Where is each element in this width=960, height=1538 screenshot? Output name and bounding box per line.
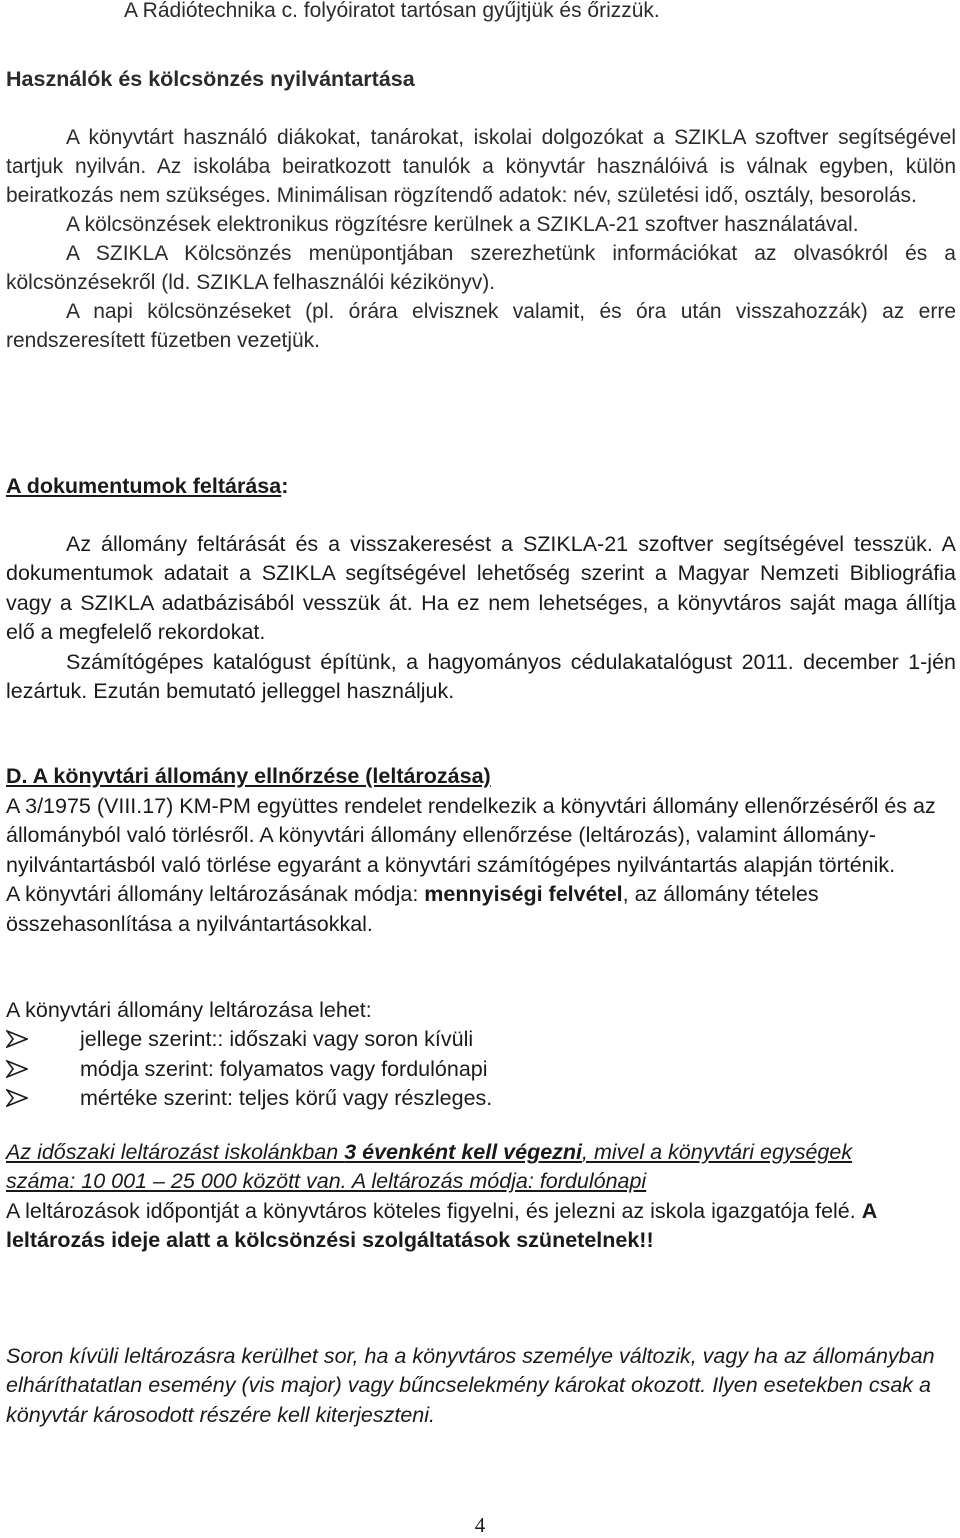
section3-heading: D. A könyvtári állomány ellnőrzése (leltározása) xyxy=(6,764,491,788)
inventory-types xyxy=(6,996,956,1114)
section3-paragraph-2-emphasis: mennyiségi felvétel xyxy=(424,882,623,907)
section3-paragraph-4: Soron kívüli leltározásra kerülhet sor, ha a könyvtáros személye változik, vagy ha az állományban elháríthatatlan esemény (vis major) vagy bűncselekmény károkat okozott. Ilyen esetekben csak a könyvtár károsodott részére kell kiterjeszteni. xyxy=(6,1344,935,1427)
list-item-text: módja szerint: folyamatos vagy fordulónapi xyxy=(80,1056,488,1081)
section2-heading-colon: : xyxy=(281,474,289,498)
inventory-list-intro: A könyvtári állomány leltározása lehet: xyxy=(6,998,372,1022)
inventory-list xyxy=(6,1025,956,1113)
section1-body xyxy=(6,123,956,355)
periodic-inventory-note xyxy=(6,1138,886,1197)
section2-paragraph-2: Számítógépes katalógust építünk, a hagyományos cédulakatalógust 2011. december 1-jén lezártuk. Ezután bemutató jelleggel használjuk. xyxy=(6,649,956,704)
section3-paragraph-2 xyxy=(6,880,956,939)
arrowhead-bullet-icon xyxy=(6,1030,28,1048)
intro-line: A Rádiótechnika c. folyóiratot tartósan gyűjtjük és őrizzük. xyxy=(124,0,660,22)
section3-body xyxy=(6,792,956,939)
page-number: 4 xyxy=(474,1513,486,1537)
paragraph-3-start: A leltározások időpontját a könyvtáros köteles figyelni, és jelezni az iskola igazgatója felé. xyxy=(6,1199,862,1223)
list-item-text: jellege szerint:: időszaki vagy soron kívüli xyxy=(80,1027,474,1052)
list-item-text: mértéke szerint: teljes körű vagy részleges. xyxy=(80,1086,493,1111)
note-start: Az időszaki leltározást iskolánkban xyxy=(6,1140,345,1164)
section1-paragraph-1: A könyvtárt használó diákokat, tanárokat, iskolai dolgozókat a SZIKLA szoftver segítségével tartjuk nyilván. Az iskolába beiratkozott tanulók a könyvtár használóivá is válnak egyben, külön beiratkozás nem szükséges. Minimálisan rögzítendő adatok: név, születési idő, osztály, besorolás. xyxy=(6,126,956,207)
list-item xyxy=(6,1084,956,1113)
note-end: , mivel a könyvtári egységek száma: 10 001 – 25 000 között van. A leltározás módja: fordulónapi xyxy=(6,1140,853,1194)
section2-paragraph-1: Az állomány feltárását és a visszakeresést a SZIKLA-21 szoftver segítségével tesszük. A dokumentumok adatait a SZIKLA segítségével lehetőség szerint a Magyar Nemzeti Bibliográfia vagy a SZIKLA adatbázisából vesszük át. Ha ez nem lehetséges, a könyvtáros saját maga állítja elő a megfelelő rekordokat. xyxy=(6,532,956,645)
note-emphasis: 3 évenként kell végezni xyxy=(344,1140,583,1164)
section3-paragraph-1: A 3/1975 (VIII.17) KM-PM együttes rendelet rendelkezik a könyvtári állomány ellenőrzéséről és az állományból való törlésről. A könyvtári állomány ellenőrzése (leltározás), valamint állomány-nyilvántartásból való törlése egyaránt a könyvtári számítógépes nyilvántartás alapján történik. xyxy=(6,794,936,877)
section3-paragraph-2-end: , az állomány tételes összehasonlítása a nyilvántartásokkal. xyxy=(6,882,819,936)
arrowhead-bullet-icon xyxy=(6,1060,28,1078)
section1-paragraph-2: A kölcsönzések elektronikus rögzítésre kerülnek a SZIKLA-21 szoftver használatával. xyxy=(66,213,859,236)
section2-body xyxy=(6,530,956,706)
section3-paragraph-3 xyxy=(6,1197,956,1256)
section1-paragraph-4: A napi kölcsönzéseket (pl. órára elvisznek valamit, és óra után visszahozzák) az erre rendszeresített füzetben vezetjük. xyxy=(6,300,956,352)
section1-paragraph-3: A SZIKLA Kölcsönzés menüpontjában szerezhetünk információkat az olvasókról és a kölcsönzésekről (ld. SZIKLA felhasználói kézikönyv). xyxy=(6,242,956,294)
section1-heading: Használók és kölcsönzés nyilvántartása xyxy=(6,67,415,91)
section2-heading-text: A dokumentumok feltárása xyxy=(6,474,282,498)
paragraph-3-emphasis: A leltározás ideje alatt a kölcsönzési szolgáltatások szünetelnek!! xyxy=(6,1199,877,1253)
list-item xyxy=(6,1025,956,1054)
arrowhead-bullet-icon xyxy=(6,1089,28,1107)
list-item xyxy=(6,1055,956,1084)
section3-paragraph-2-start: A könyvtári állomány leltározásának módja: xyxy=(6,882,425,907)
section2-heading xyxy=(6,472,956,501)
